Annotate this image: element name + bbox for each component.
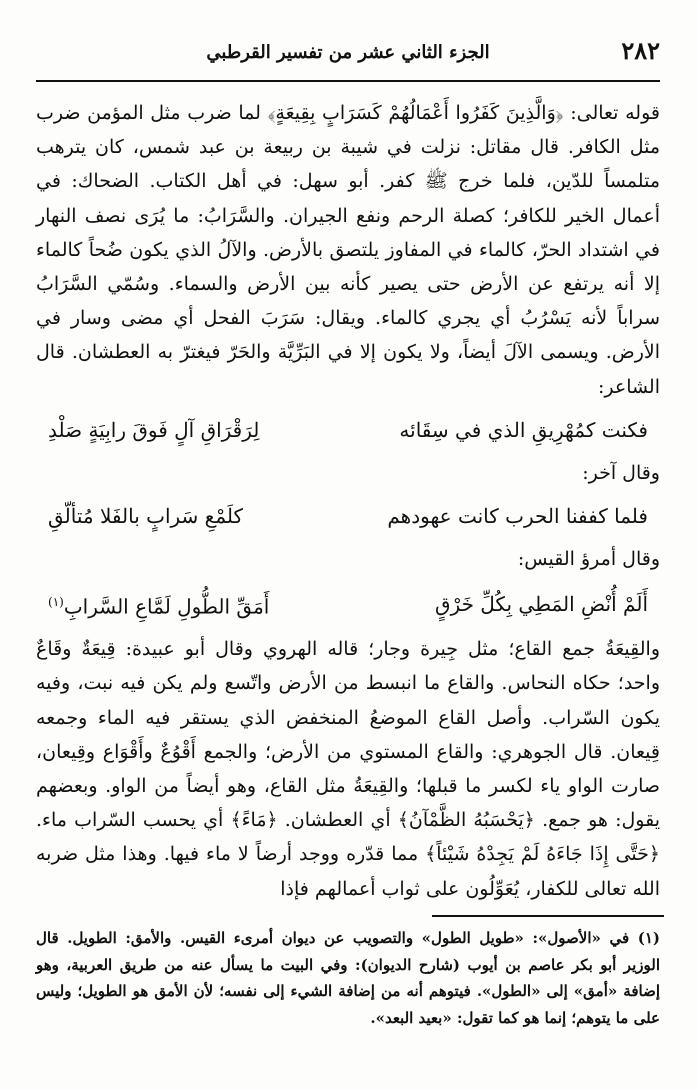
label-another-poet: وقال آخر: [582,461,660,484]
paragraph-2: والقِيعَةُ جمع القاع؛ مثل جِيرة وجار؛ قاله الهروي وقال أبو عبيدة: قِيعَةٌ وقَاعٌ واحد؛ حكاه النحاس. والقاع ما انبسط من الأرض واتّسع ولم يكن فيه نبت، وفيه يكون السّراب. وأصل القاع الموضعُ المنخفض الذي يستقر فيه الماء وجمعه قِيعان. قال الجوهري: والقاع المستوي من الأرض؛ والجمع أَقْوُعٌ وأَقْوَاع وقِيعان، صارت الواو ياء لكسر ما قبلها؛ والقِيعَةُ مثل القاع، وهو أيضاً من الواو. وبعضهم يقول: هو جمع. ﴿يَحْسَبُهُ الظَّمْآنُ﴾ أي العطشان. ﴿مَاءً﴾ أي يحسب السّراب ماء. ﴿حَتَّى إِذَا جَاءَهُ لَمْ يَجِدْهُ شَيْئاً﴾ مما قدّره ووجد أرضاً لا ماء فيها. وهذا مثل ضربه الله تعالى للكفار، يُعَوِّلُون على ثواب أعمالهم فإذا [36,638,660,900]
verse-1-first-hemistich: فكنت كمُهْرِيقِ الذي في سِقَائه [399,417,648,442]
verse-3 [36,576,660,632]
main-text [36,96,660,906]
verse-2 [36,490,660,542]
paragraph-1: قوله تعالى: ﴿وَالَّذِينَ كَفَرُوا أَعْمَالُهُمْ كَسَرَابٍ بِقِيعَةٍ﴾ لما ضرب مثل المؤمن ضرب مثل الكافر. قال مقاتل: نزلت في شيبة بن ربيعة بن عبد شمس، كان يترهب متلمساً للدّين، فلما خرج ﷺ كفر. أبو سهل: في أهل الكتاب. الضحاك: في أعمال الخير للكافر؛ كصلة الرحم ونفع الجيران. والسَّرَابُ: ما يُرَى نصف النهار في اشتداد الحرّ، كالماء في المفاوز يلتصق بالأرض. والآلُ الذي يكون ضُحاً كالماء إلا أنه يرتفع عن الأرض حتى يصير كأنه بين الأرض والسماء. وسُمّي السَّرَابُ سراباً لأنه يَسْرُبُ أي يجري كالماء. ويقال: سَرَبَ الفحل أي مضى وسار في الأرض. ويسمى الآلَ أيضاً، ولا يكون إلا في البَرِّيَّة والحَرّ فيغترّ به العطشان. قال الشاعر: [36,102,660,398]
footnote-divider [432,915,664,917]
verse-2-second-hemistich: كلَمْعِ سَرابٍ بالفَلا مُتألّقِ [48,503,244,528]
footnote-1: (١) في «الأصول»: «طويل الطول» والتصويب عن ديوان أمرىء القيس. والأمق: الطويل. قال الوزير أبو بكر عاصم بن أيوب (شارح الديوان): وفي البيت ما يسأل عنه من طريق العربية، وهو إضافة «أمق» إلى «الطول». فيتوهم أنه من إضافة الشيء إلى نفسه؛ لأن الأمق هو الطويل؛ وليس على ما يتوهم؛ إنما هو كما تقول: «بعيد البعد». [36,929,660,1027]
verse-3-second-hemistich-wrap [48,585,269,624]
running-title: الجزء الثاني عشر من تفسير القرطبي [206,42,490,63]
footnote-marker: (١) [48,594,64,609]
verse-1 [36,404,660,456]
page-number: ٢٨٢ [621,36,660,65]
verse-3-second-hemistich: أَمَقِّ الطُّولِ لَمَّاعِ السَّرابِ [63,594,270,619]
page-header [36,36,660,82]
label-imru-al-qays: وقال أمرؤ القيس: [517,548,660,571]
verse-1-second-hemistich: لِرَقْرَاقِ آلٍ فَوقَ رابِيَةٍ صَلْدِ [48,417,260,442]
verse-3-first-hemistich: أَلَمْ أُنْضِ المَطِي بِكُلِّ خَرْقٍ [435,592,648,617]
verse-2-first-hemistich: فلما كففنا الحرب كانت عهودهم [387,503,648,528]
